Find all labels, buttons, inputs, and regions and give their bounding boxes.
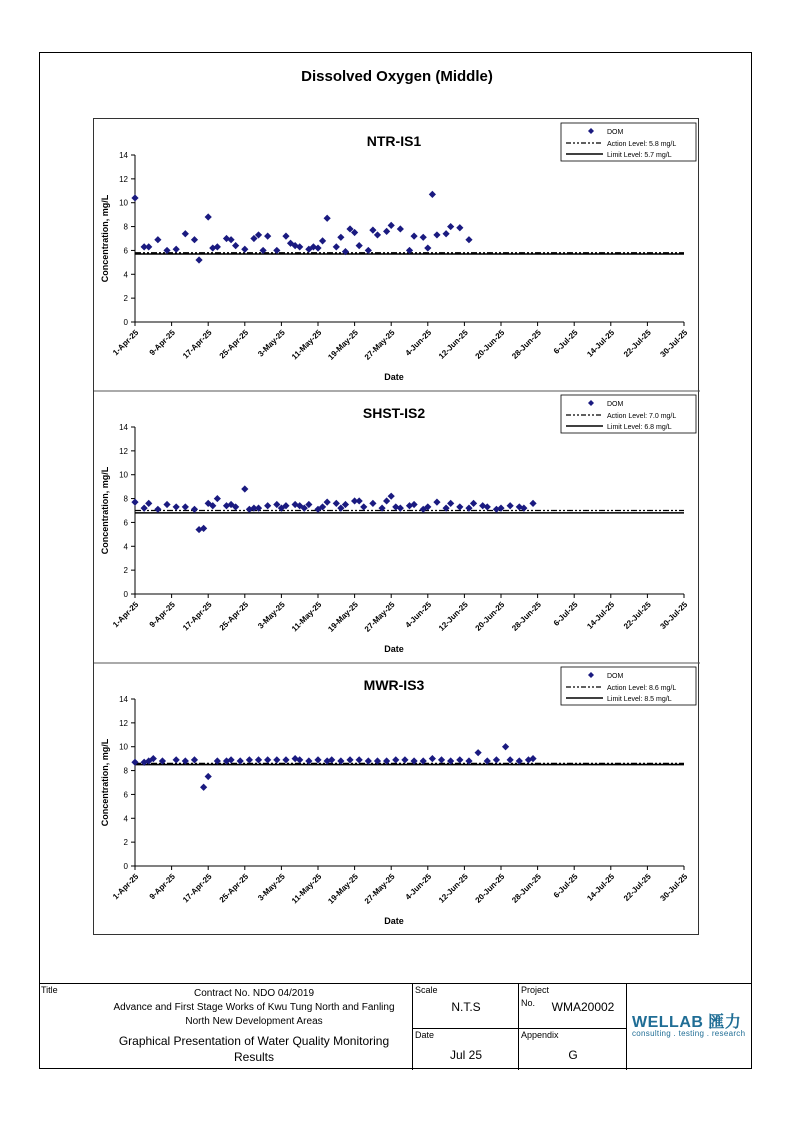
data-point bbox=[214, 495, 221, 502]
data-point bbox=[369, 500, 376, 507]
y-tick-label: 2 bbox=[123, 294, 128, 304]
contract-line-1: Contract No. NDO 04/2019 bbox=[193, 988, 315, 999]
data-point bbox=[429, 191, 436, 198]
data-point bbox=[456, 224, 463, 231]
x-tick-label: 20-Jun-25 bbox=[473, 600, 507, 633]
data-point bbox=[356, 497, 363, 504]
data-point bbox=[456, 503, 463, 510]
x-tick-label: 28-Jun-25 bbox=[510, 328, 543, 361]
data-point bbox=[264, 233, 271, 240]
data-point bbox=[333, 500, 340, 507]
data-point bbox=[365, 757, 372, 764]
x-tick-label: 1-Apr-25 bbox=[111, 328, 141, 358]
data-point bbox=[360, 503, 367, 510]
x-tick-label: 4-Jun-25 bbox=[403, 328, 434, 358]
y-tick-label: 0 bbox=[123, 318, 128, 327]
data-point bbox=[141, 505, 148, 512]
data-point bbox=[131, 499, 138, 506]
project-no-label: No. bbox=[521, 998, 536, 1008]
data-point bbox=[443, 230, 450, 237]
data-point bbox=[246, 756, 253, 763]
x-tick-label: 25-Apr-25 bbox=[217, 600, 251, 633]
data-point bbox=[502, 743, 509, 750]
x-tick-label: 4-Jun-25 bbox=[403, 600, 434, 630]
x-tick-label: 12-Jun-25 bbox=[436, 328, 470, 361]
y-tick-label: 2 bbox=[123, 566, 128, 576]
data-point bbox=[410, 233, 417, 240]
data-point bbox=[433, 499, 440, 506]
y-tick-label: 8 bbox=[123, 222, 128, 232]
x-tick-label: 14-Jul-25 bbox=[585, 600, 617, 631]
divider bbox=[519, 1028, 627, 1029]
date-label: Date bbox=[415, 1030, 435, 1040]
project-label: Project bbox=[521, 985, 550, 995]
contract-line-2: Advance and First Stage Works of Kwu Tung North and Fanling bbox=[113, 1002, 395, 1013]
data-point bbox=[145, 500, 152, 507]
data-point bbox=[191, 236, 198, 243]
data-point bbox=[438, 756, 445, 763]
data-point bbox=[282, 233, 289, 240]
x-tick-label: 19-May-25 bbox=[326, 600, 360, 634]
data-point bbox=[433, 231, 440, 238]
y-tick-label: 12 bbox=[119, 174, 128, 184]
x-tick-label: 11-May-25 bbox=[289, 872, 324, 906]
data-point bbox=[154, 236, 161, 243]
y-tick-label: 8 bbox=[123, 494, 128, 504]
data-point bbox=[182, 503, 189, 510]
x-tick-label: 6-Jul-25 bbox=[551, 600, 580, 628]
chart-title: NTR-IS1 bbox=[366, 133, 422, 149]
legend-label-limit: Limit Level: 6.8 mg/L bbox=[607, 424, 672, 431]
data-point bbox=[324, 215, 331, 222]
x-tick-label: 17-Apr-25 bbox=[181, 600, 214, 633]
x-tick-label: 30-Jul-25 bbox=[658, 328, 690, 359]
x-tick-label: 17-Apr-25 bbox=[181, 872, 214, 905]
y-tick-label: 2 bbox=[123, 838, 128, 848]
title-block bbox=[39, 983, 752, 1069]
x-tick-label: 9-Apr-25 bbox=[147, 600, 177, 630]
data-point bbox=[154, 506, 161, 513]
data-point bbox=[356, 242, 363, 249]
charts-svg bbox=[94, 119, 700, 936]
y-tick-label: 4 bbox=[123, 814, 128, 824]
y-tick-label: 6 bbox=[123, 790, 128, 800]
main-title-line-2: Results bbox=[233, 1050, 274, 1064]
data-point bbox=[507, 502, 514, 509]
x-tick-label: 9-Apr-25 bbox=[147, 872, 177, 902]
data-point bbox=[205, 213, 212, 220]
data-point bbox=[424, 244, 431, 251]
data-point bbox=[131, 194, 138, 201]
title-cell bbox=[39, 984, 413, 1070]
data-point bbox=[493, 756, 500, 763]
page-title: Dissolved Oxygen (Middle) bbox=[301, 68, 493, 85]
x-tick-label: 19-May-25 bbox=[326, 328, 360, 362]
data-point bbox=[374, 231, 381, 238]
y-tick-label: 4 bbox=[123, 542, 128, 552]
x-axis-label: Date bbox=[384, 644, 404, 654]
scale-value: N.T.S bbox=[451, 1000, 481, 1014]
x-tick-label: 20-Jun-25 bbox=[473, 872, 507, 905]
data-point bbox=[173, 756, 180, 763]
x-tick-label: 12-Jun-25 bbox=[436, 600, 470, 633]
data-point bbox=[356, 756, 363, 763]
project-value: WMA20002 bbox=[551, 1000, 615, 1014]
logo-tagline: consulting . testing . research bbox=[632, 1029, 746, 1038]
data-point bbox=[273, 756, 280, 763]
data-point bbox=[365, 247, 372, 254]
legend-label-action: Action Level: 7.0 mg/L bbox=[607, 413, 677, 420]
y-axis-label: Concentration, mg/L bbox=[100, 738, 110, 827]
legend-label-limit: Limit Level: 8.5 mg/L bbox=[607, 696, 672, 703]
x-tick-label: 12-Jun-25 bbox=[436, 872, 470, 905]
chart-title: MWR-IS3 bbox=[363, 677, 425, 693]
y-tick-label: 6 bbox=[123, 246, 128, 256]
appendix-value: G bbox=[568, 1048, 578, 1062]
data-point bbox=[337, 234, 344, 241]
title-label: Title bbox=[41, 985, 58, 995]
x-tick-label: 6-Jul-25 bbox=[551, 872, 580, 900]
x-tick-label: 28-Jun-25 bbox=[510, 600, 543, 633]
data-point bbox=[163, 501, 170, 508]
x-tick-label: 30-Jul-25 bbox=[658, 872, 690, 903]
data-point bbox=[195, 256, 202, 263]
y-tick-label: 14 bbox=[119, 423, 128, 432]
y-tick-label: 14 bbox=[119, 151, 128, 160]
y-tick-label: 12 bbox=[119, 446, 128, 456]
x-tick-label: 20-Jun-25 bbox=[473, 328, 507, 361]
x-tick-label: 27-May-25 bbox=[362, 328, 397, 362]
x-tick-label: 27-May-25 bbox=[362, 600, 397, 634]
logo bbox=[627, 984, 752, 1070]
data-point bbox=[314, 756, 321, 763]
chart-title: SHST-IS2 bbox=[362, 405, 426, 421]
x-axis-label: Date bbox=[384, 916, 404, 926]
data-point bbox=[255, 756, 262, 763]
x-tick-label: 14-Jul-25 bbox=[585, 328, 617, 359]
x-tick-label: 1-Apr-25 bbox=[111, 600, 141, 630]
y-tick-label: 10 bbox=[119, 742, 128, 752]
data-point bbox=[173, 246, 180, 253]
y-tick-label: 14 bbox=[119, 695, 128, 704]
data-point bbox=[200, 784, 207, 791]
data-point bbox=[191, 756, 198, 763]
legend-label-dom: DOM bbox=[607, 129, 624, 136]
data-point bbox=[319, 237, 326, 244]
main-title-line-1: Graphical Presentation of Water Quality Monitoring bbox=[118, 1034, 390, 1048]
y-tick-label: 6 bbox=[123, 518, 128, 528]
data-point bbox=[447, 223, 454, 230]
data-point bbox=[333, 243, 340, 250]
x-tick-label: 11-May-25 bbox=[289, 328, 324, 362]
data-point bbox=[232, 242, 239, 249]
data-point bbox=[264, 756, 271, 763]
x-tick-label: 22-Jul-25 bbox=[621, 600, 653, 631]
data-point bbox=[475, 749, 482, 756]
y-axis-label: Concentration, mg/L bbox=[100, 466, 110, 555]
data-point bbox=[173, 503, 180, 510]
legend-label-action: Action Level: 8.6 mg/L bbox=[607, 685, 677, 692]
x-tick-label: 11-May-25 bbox=[289, 600, 324, 634]
data-point bbox=[388, 222, 395, 229]
data-point bbox=[383, 228, 390, 235]
data-point bbox=[401, 756, 408, 763]
contract-line-3: North New Development Areas bbox=[185, 1016, 323, 1027]
y-tick-label: 4 bbox=[123, 270, 128, 280]
data-point bbox=[529, 500, 536, 507]
x-tick-label: 25-Apr-25 bbox=[217, 328, 251, 361]
divider bbox=[413, 1028, 519, 1029]
logo-name: WELLAB 匯力 bbox=[632, 1014, 742, 1031]
x-tick-label: 3-May-25 bbox=[256, 872, 287, 903]
data-point bbox=[507, 756, 514, 763]
x-tick-label: 27-May-25 bbox=[362, 872, 397, 906]
data-point bbox=[282, 756, 289, 763]
y-tick-label: 12 bbox=[119, 718, 128, 728]
data-point bbox=[383, 497, 390, 504]
x-tick-label: 30-Jul-25 bbox=[658, 600, 690, 631]
x-tick-label: 22-Jul-25 bbox=[621, 872, 653, 903]
x-axis-label: Date bbox=[384, 372, 404, 382]
data-point bbox=[237, 757, 244, 764]
x-tick-label: 3-May-25 bbox=[256, 328, 287, 359]
x-tick-label: 9-Apr-25 bbox=[147, 328, 177, 358]
y-tick-label: 10 bbox=[119, 470, 128, 480]
data-point bbox=[182, 230, 189, 237]
data-point bbox=[420, 234, 427, 241]
scale-date-cell bbox=[413, 984, 519, 1070]
data-point bbox=[205, 773, 212, 780]
y-tick-label: 0 bbox=[123, 862, 128, 871]
data-point bbox=[369, 227, 376, 234]
data-point bbox=[241, 246, 248, 253]
project-appendix-cell bbox=[519, 984, 627, 1070]
legend-label-limit: Limit Level: 5.7 mg/L bbox=[607, 152, 672, 159]
data-point bbox=[447, 500, 454, 507]
x-tick-label: 4-Jun-25 bbox=[403, 872, 434, 902]
data-point bbox=[241, 485, 248, 492]
x-tick-label: 3-May-25 bbox=[256, 600, 287, 631]
x-tick-label: 6-Jul-25 bbox=[551, 328, 580, 356]
y-tick-label: 0 bbox=[123, 590, 128, 599]
data-point bbox=[392, 756, 399, 763]
data-point bbox=[145, 243, 152, 250]
x-tick-label: 22-Jul-25 bbox=[621, 328, 653, 359]
data-point bbox=[264, 502, 271, 509]
scale-label: Scale bbox=[415, 985, 438, 995]
x-tick-label: 25-Apr-25 bbox=[217, 872, 251, 905]
data-point bbox=[324, 499, 331, 506]
x-tick-label: 28-Jun-25 bbox=[510, 872, 543, 905]
legend-label-dom: DOM bbox=[607, 401, 624, 408]
data-point bbox=[388, 493, 395, 500]
x-tick-label: 17-Apr-25 bbox=[181, 328, 214, 361]
data-point bbox=[191, 506, 198, 513]
date-value: Jul 25 bbox=[449, 1048, 483, 1062]
charts-container bbox=[93, 118, 699, 935]
x-tick-label: 19-May-25 bbox=[326, 872, 360, 906]
y-axis-label: Concentration, mg/L bbox=[100, 194, 110, 283]
x-tick-label: 1-Apr-25 bbox=[111, 872, 141, 902]
appendix-label: Appendix bbox=[521, 1030, 559, 1040]
data-point bbox=[456, 756, 463, 763]
legend-label-dom: DOM bbox=[607, 673, 624, 680]
data-point bbox=[346, 756, 353, 763]
data-point bbox=[429, 755, 436, 762]
x-tick-label: 14-Jul-25 bbox=[585, 872, 617, 903]
data-point bbox=[465, 236, 472, 243]
legend-label-action: Action Level: 5.8 mg/L bbox=[607, 141, 677, 148]
y-tick-label: 8 bbox=[123, 766, 128, 776]
data-point bbox=[470, 500, 477, 507]
y-tick-label: 10 bbox=[119, 198, 128, 208]
data-point bbox=[397, 225, 404, 232]
